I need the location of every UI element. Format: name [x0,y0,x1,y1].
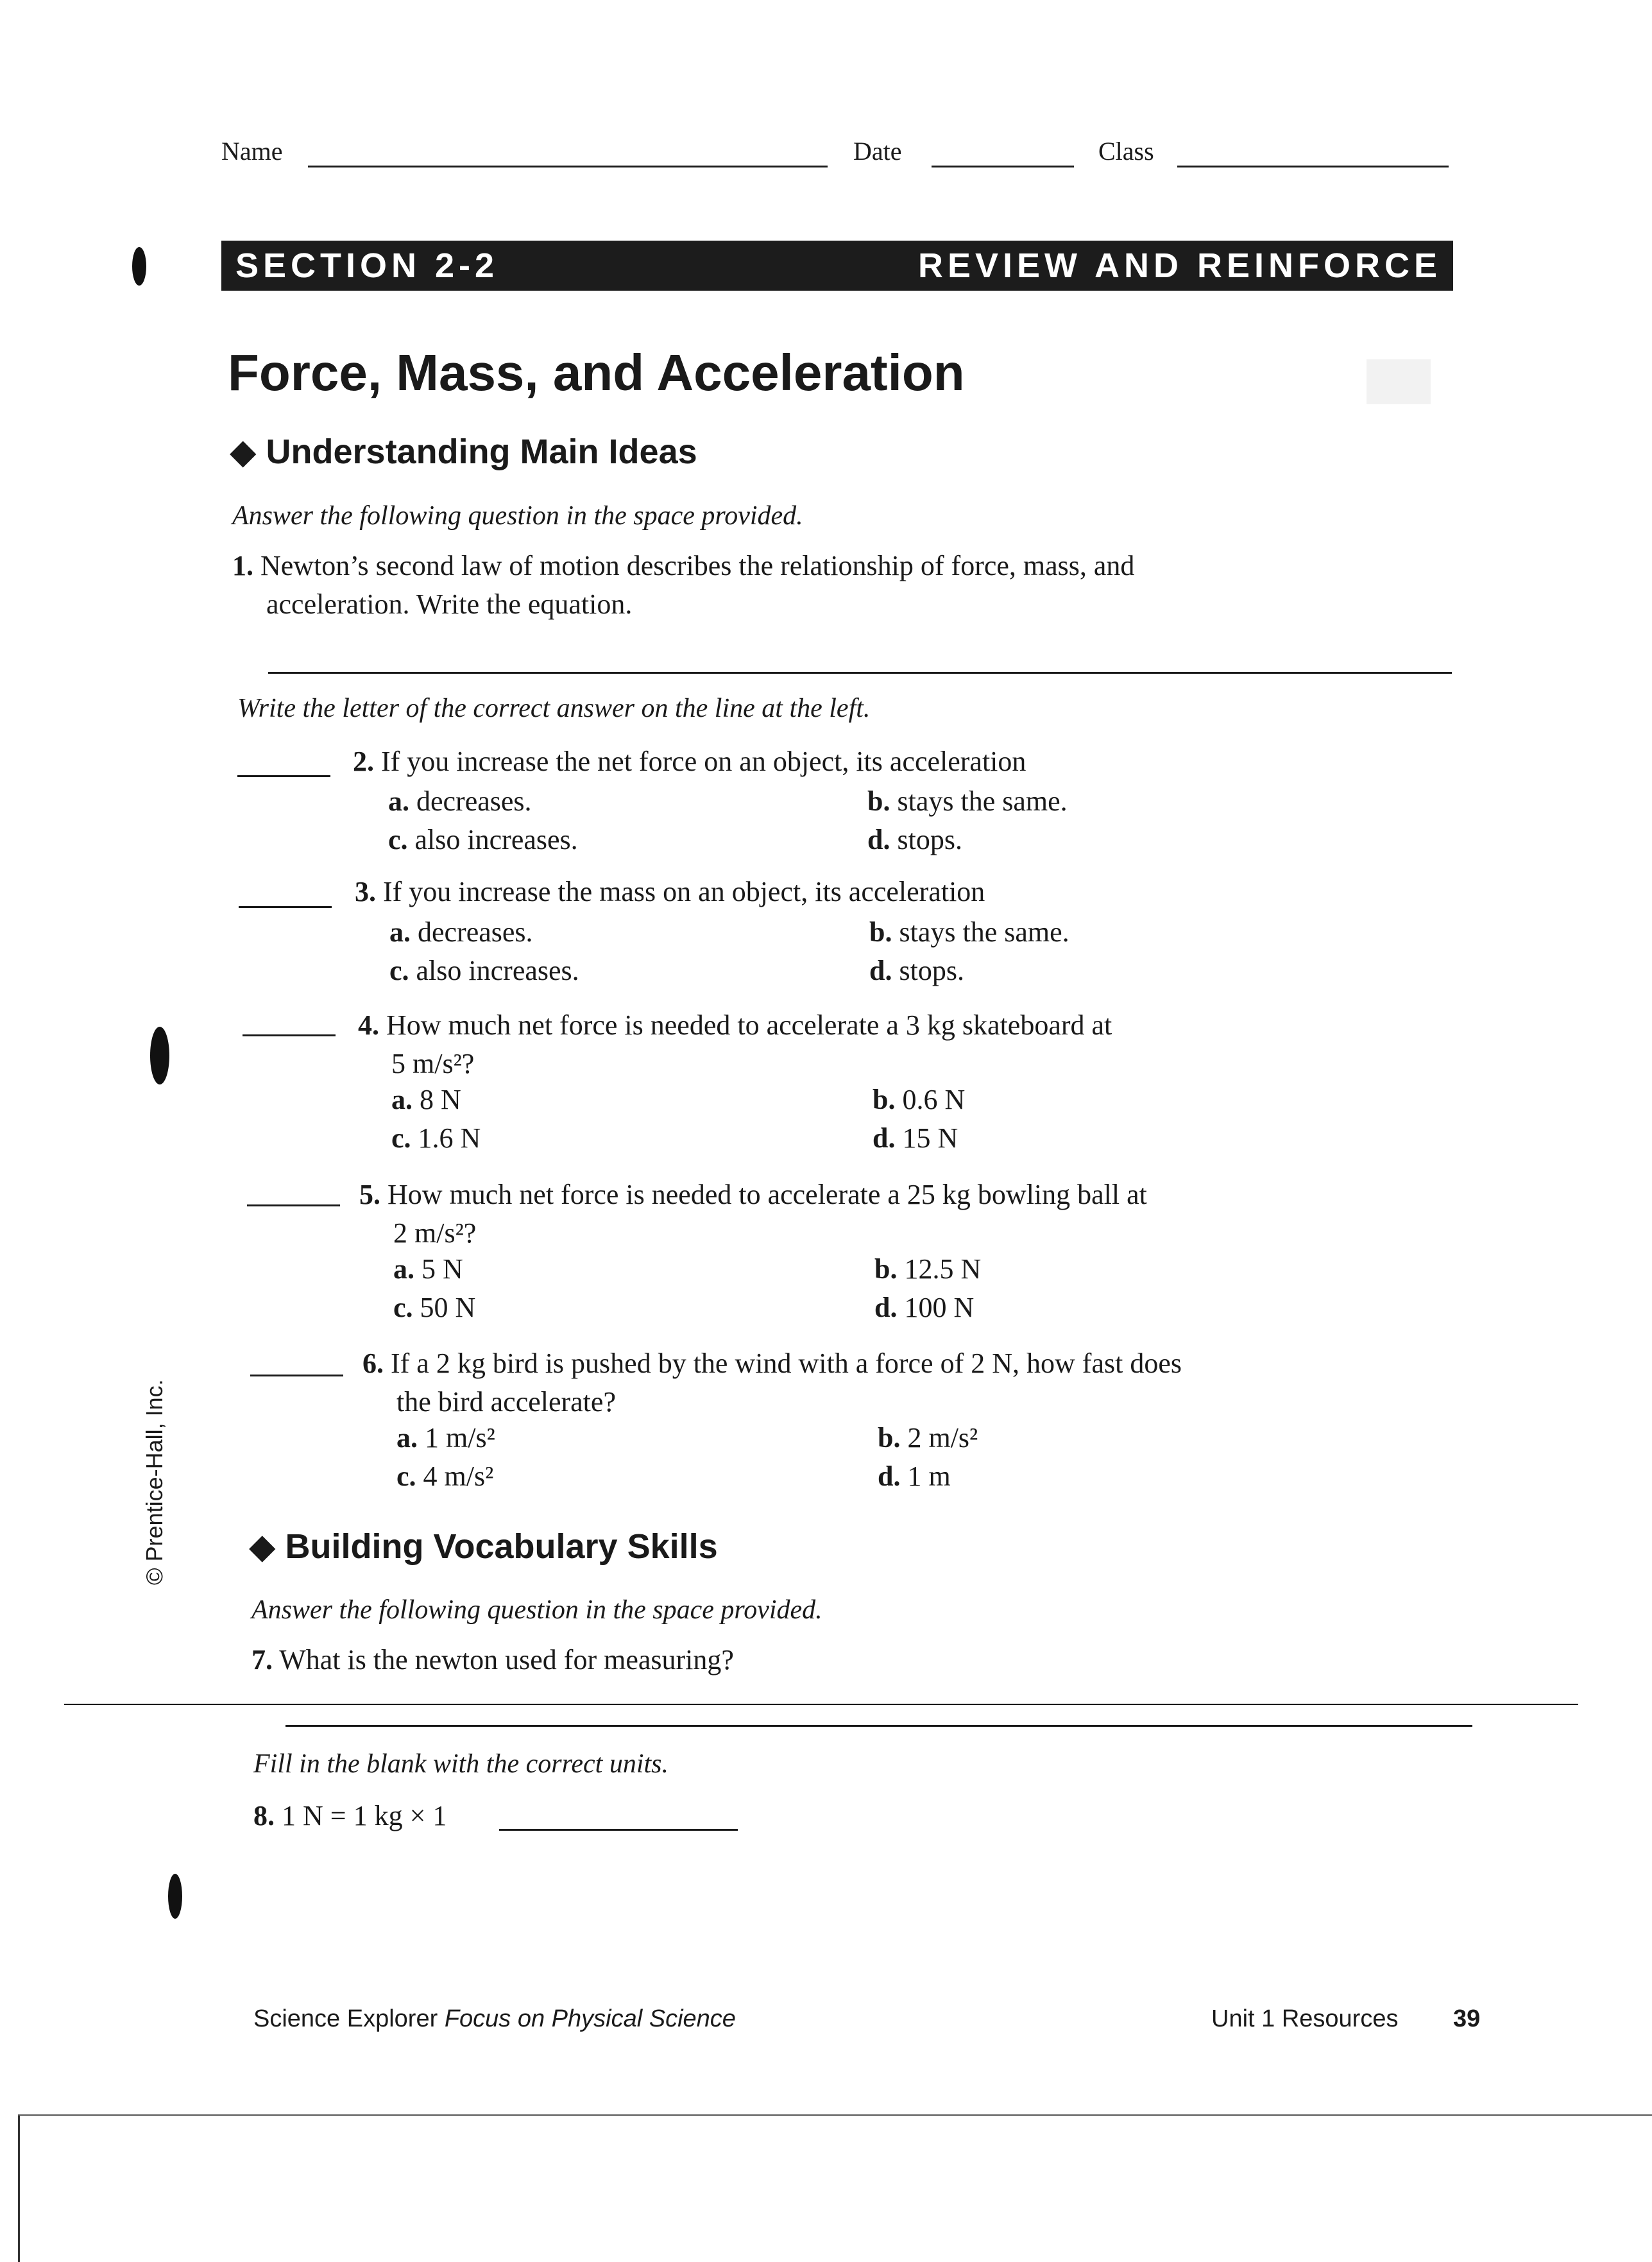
option-letter: c. [389,955,409,986]
option-d[interactable] [867,823,962,856]
option-letter: a. [393,1253,414,1285]
question-4-line2: 5 m/s²? [391,1048,475,1079]
question-3 [355,873,985,911]
question-number: 1. [232,550,253,581]
option-letter: d. [869,955,892,986]
question-text: If you increase the net force on an object, its acceleration [381,746,1026,777]
option-text: 1 m [907,1461,951,1492]
option-a[interactable] [389,916,533,948]
option-letter: b. [878,1422,901,1453]
option-letter: c. [391,1122,411,1154]
option-text: 15 N [902,1122,958,1154]
question-4 [358,1006,1112,1045]
option-a[interactable] [393,1253,463,1285]
question-7 [251,1641,734,1679]
section-type: REVIEW AND REINFORCE [917,246,1442,285]
option-letter: b. [867,785,890,817]
class-answer-line[interactable] [1177,166,1449,167]
footer-unit: Unit 1 Resources [1211,2005,1399,2032]
option-text: decreases. [416,785,532,817]
question-number: 5. [359,1179,380,1210]
option-text: stays the same. [897,785,1068,817]
question-number: 3. [355,876,376,907]
page-number: 39 [1453,2005,1481,2032]
question-number: 8. [253,1800,275,1831]
q8-answer-blank[interactable] [499,1829,738,1831]
question-text: Newton’s second law of motion describes the relationship of force, mass, and [260,550,1135,581]
question-6-line2: the bird accelerate? [396,1386,616,1418]
option-text: stops. [899,955,964,986]
option-b[interactable] [869,916,1069,948]
q5-answer-blank[interactable] [247,1204,340,1206]
option-letter: c. [393,1292,413,1323]
option-d[interactable] [878,1460,951,1493]
option-letter: a. [388,785,409,817]
main-ideas-instruction: Answer the following question in the space provided. [232,501,803,531]
question-8 [253,1797,447,1835]
option-letter: c. [396,1461,416,1492]
option-b[interactable] [874,1253,981,1285]
name-label: Name [221,137,283,166]
option-text: also increases. [414,824,578,855]
question-text: How much net force is needed to accelerate a 25 kg bowling ball at [387,1179,1147,1210]
q1-answer-line[interactable] [268,672,1452,674]
bleed-through-shadow [1367,359,1431,404]
option-a[interactable] [388,785,532,818]
q3-answer-blank[interactable] [239,906,332,908]
option-text: 2 m/s² [907,1422,978,1453]
option-d[interactable] [873,1122,958,1154]
q7-rule-full [64,1704,1578,1705]
question-1 [232,547,1451,585]
option-b[interactable] [867,785,1068,818]
option-b[interactable] [878,1421,978,1454]
option-text: stops. [897,824,962,855]
section-number: SECTION 2-2 [235,246,499,285]
question-1-line2: acceleration. Write the equation. [266,588,633,620]
question-5-line2: 2 m/s²? [393,1217,477,1249]
option-c[interactable] [389,954,579,987]
option-c[interactable] [393,1291,475,1324]
option-c[interactable] [391,1122,481,1154]
class-label: Class [1098,137,1154,166]
option-c[interactable] [388,823,578,856]
option-text: 0.6 N [902,1084,966,1115]
vocabulary-heading: ◆ Building Vocabulary Skills [249,1527,718,1566]
option-c[interactable] [396,1460,493,1493]
option-text: decreases. [418,916,533,948]
question-number: 7. [251,1644,273,1675]
scan-edge-left [18,2114,20,2262]
option-text: 1.6 N [418,1122,481,1154]
option-b[interactable] [873,1083,965,1116]
option-letter: b. [873,1084,896,1115]
question-text: If a 2 kg bird is pushed by the wind with a force of 2 N, how fast does [391,1348,1182,1379]
option-d[interactable] [869,954,964,987]
q4-answer-blank[interactable] [243,1034,336,1036]
option-letter: d. [873,1122,896,1154]
option-text: stays the same. [899,916,1069,948]
fill-instruction: Fill in the blank with the correct units. [253,1749,669,1779]
binder-hole-mark [132,247,146,286]
question-6 [362,1344,1182,1383]
option-letter: c. [388,824,408,855]
q7-answer-line[interactable] [285,1725,1472,1727]
option-letter: d. [867,824,890,855]
question-text: If you increase the mass on an object, its acceleration [383,876,985,907]
option-letter: a. [391,1084,413,1115]
vocabulary-instruction: Answer the following question in the space provided. [251,1595,822,1625]
option-text: 4 m/s² [423,1461,494,1492]
question-5 [359,1176,1147,1214]
option-letter: d. [878,1461,901,1492]
question-2 [353,742,1026,781]
question-text: 1 N = 1 kg × 1 [282,1800,447,1831]
question-text: What is the newton used for measuring? [279,1644,734,1675]
section-banner [221,241,1453,291]
footer-series: Science Explorer [253,2005,445,2032]
question-number: 2. [353,746,374,777]
footer-book: Focus on Physical Science [444,2005,736,2032]
binder-hole-mark [150,1027,169,1084]
option-text: 1 m/s² [425,1422,495,1453]
option-text: also increases. [416,955,579,986]
option-text: 8 N [420,1084,461,1115]
option-a[interactable] [391,1083,461,1116]
option-letter: b. [874,1253,898,1285]
main-ideas-heading: ◆ Understanding Main Ideas [230,433,697,471]
name-answer-line[interactable] [308,166,828,167]
scan-edge-top [18,2114,1652,2116]
option-text: 5 N [422,1253,463,1285]
q2-answer-blank[interactable] [237,775,330,777]
option-letter: a. [389,916,411,948]
option-text: 12.5 N [904,1253,982,1285]
option-text: 50 N [420,1292,476,1323]
question-text: How much net force is needed to accelerate a 3 kg skateboard at [386,1009,1112,1041]
copyright-notice: © Prentice-Hall, Inc. [141,1379,167,1585]
question-number: 4. [358,1009,379,1041]
option-letter: d. [874,1292,898,1323]
date-answer-line[interactable] [932,166,1074,167]
page-title: Force, Mass, and Acceleration [228,344,965,401]
question-number: 6. [362,1348,384,1379]
option-text: 100 N [904,1292,975,1323]
option-letter: b. [869,916,892,948]
option-letter: a. [396,1422,418,1453]
binder-hole-mark [168,1874,182,1919]
q6-answer-blank[interactable] [250,1375,343,1376]
date-label: Date [853,137,902,166]
option-a[interactable] [396,1421,495,1454]
footer-book-title [253,2005,736,2033]
option-d[interactable] [874,1291,974,1324]
mc-instruction: Write the letter of the correct answer on the line at the left. [237,694,871,723]
